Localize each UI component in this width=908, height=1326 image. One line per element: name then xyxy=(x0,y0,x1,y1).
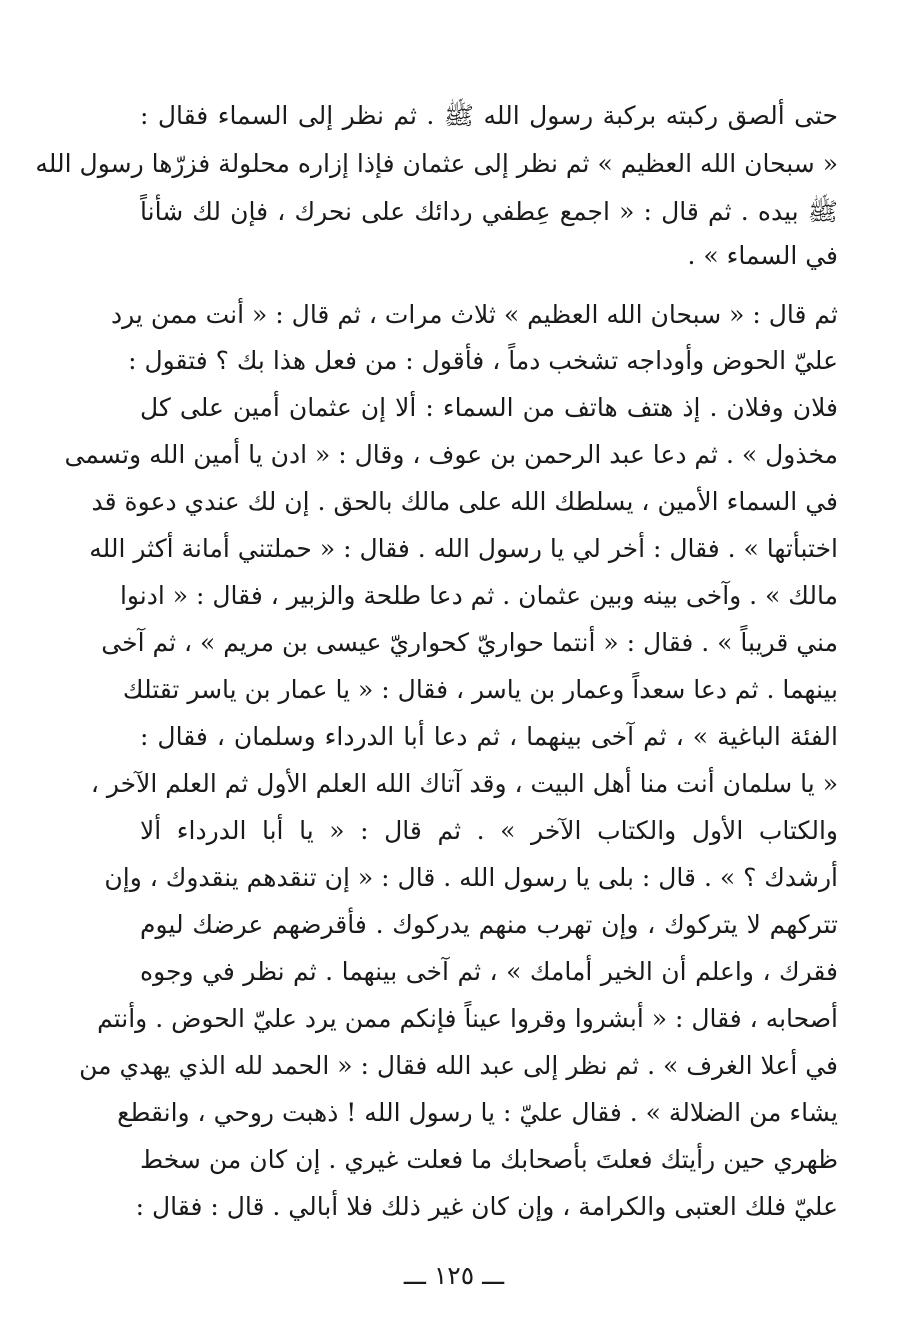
page-number: ـــ ١٢٥ ـــ xyxy=(403,1261,505,1290)
text-line: عليّ الحوض وأوداجه تشخب دماً ، فأقول : من فعل هذا بك ؟ فتقول : xyxy=(128,346,838,375)
text-line: تتركهم لا يتركوك ، وإن تهرب منهم يدركوك . فأقرضهم عرضك ليوم xyxy=(140,910,838,939)
text-line: يشاء من الضلالة » . فقال عليّ : يا رسول الله ! ذهبت روحي ، وانقطع xyxy=(117,1098,838,1127)
text-line: مخذول » . ثم دعا عبد الرحمن بن عوف ، وقال : « ادن يا أمين الله وتسمى xyxy=(64,440,838,469)
text-line: حتى ألصق ركبته بركبة رسول الله ﷺ . ثم نظر إلى السماء فقال : xyxy=(140,101,838,130)
text-line: فلان وفلان . إذ هتف هاتف من السماء : ألا إن عثمان أمين على كل xyxy=(140,393,838,422)
text-line: في أعلا الغرف » . ثم نظر إلى عبد الله فقال : « الحمد لله الذي يهدي من xyxy=(79,1051,838,1080)
text-line: بينهما . ثم دعا سعداً وعمار بن ياسر ، فقال : « يا عمار بن ياسر تقتلك xyxy=(122,675,838,704)
text-line: مني قريباً » . فقال : « أنتما حواريّ كحواريّ عيسى بن مريم » ، ثم آخى xyxy=(101,628,838,657)
text-line: ظهري حين رأيتك فعلتَ بأصحابك ما فعلت غيري . إن كان من سخط xyxy=(140,1145,838,1174)
text-line: والكتاب الأول والكتاب الآخر » . ثم قال : « يا أبا الدرداء ألا xyxy=(140,816,838,845)
text-line: مالك » . وآخى بينه وبين عثمان . ثم دعا طلحة والزبير ، فقال : « ادنوا xyxy=(119,581,838,610)
text-line: اختبأتها » . فقال : أخر لي يا رسول الله . فقال : « حملتني أمانة أكثر الله xyxy=(89,534,838,563)
text-line: ﷺ بيده . ثم قال : « اجمع عِطفي ردائك على نحرك ، فإن لك شأناً xyxy=(140,197,838,226)
text-line: « يا سلمان أنت منا أهل البيت ، وقد آتاك الله العلم الأول ثم العلم الآخر ، xyxy=(90,769,838,798)
text-line: ثم قال : « سبحان الله العظيم » ثلاث مرات ، ثم قال : « أنت ممن يرد xyxy=(110,300,838,329)
text-line: أصحابه ، فقال : « أبشروا وقروا عيناً فإنكم ممن يرد عليّ الحوض . وأنتم xyxy=(97,1004,838,1033)
text-line: فقرك ، واعلم أن الخير أمامك » ، ثم آخى بينهما . ثم نظر في وجوه xyxy=(140,957,839,986)
text-line: عليّ فلك العتبى والكرامة ، وإن كان غير ذلك فلا أبالي . قال : فقال : xyxy=(135,1192,838,1221)
text-line: أرشدك ؟ » . قال : بلى يا رسول الله . قال : « إن تنقدهم ينقدوك ، وإن xyxy=(104,863,838,892)
text-line: في السماء الأمين ، يسلطك الله على مالك بالحق . إن لك عندي دعوة قد xyxy=(91,487,838,516)
text-line: في السماء » . xyxy=(687,241,838,270)
text-line: الفئة الباغية » ، ثم آخى بينهما ، ثم دعا أبا الدرداء وسلمان ، فقال : xyxy=(140,722,838,751)
text-line: « سبحان الله العظيم » ثم نظر إلى عثمان فإذا إزاره محلولة فزرّها رسول الله xyxy=(35,149,838,178)
